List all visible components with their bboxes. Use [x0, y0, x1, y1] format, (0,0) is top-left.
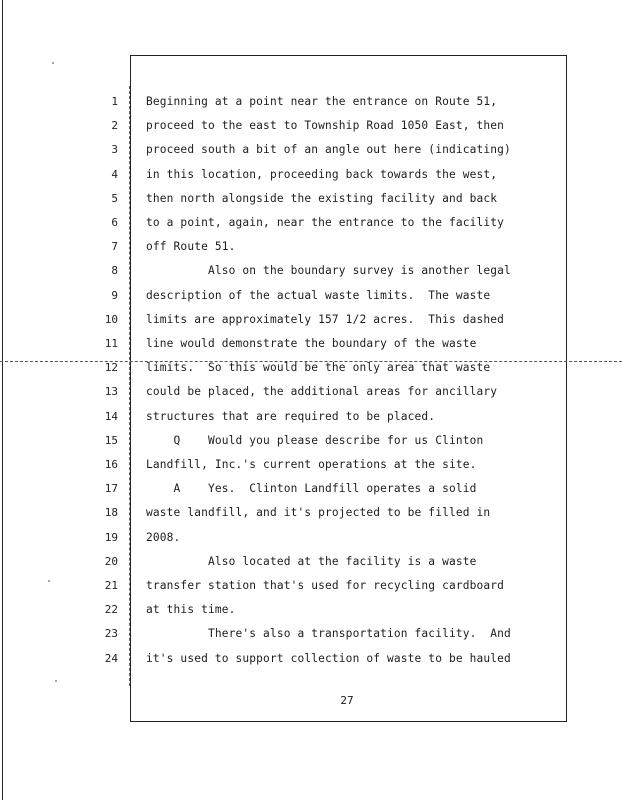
line-number: 16	[104, 458, 118, 471]
line-text: Landfill, Inc.'s current operations at the site.	[146, 458, 477, 471]
scan-speck	[52, 62, 54, 64]
line-number: 15	[104, 433, 118, 447]
line-text: A Yes. Clinton Landfill operates a solid	[146, 482, 477, 496]
line-number: 6	[111, 216, 118, 229]
line-number: 1	[111, 95, 118, 108]
line-text: structures that are required to be placed.	[146, 409, 436, 423]
line-text: There's also a transportation facility. And	[146, 627, 511, 641]
line-text: proceed to the east to Township Road 1050 East, then	[146, 119, 505, 133]
line-text: 2008.	[146, 530, 181, 544]
line-text: Beginning at a point near the entrance on Route 51,	[146, 95, 498, 108]
line-number: 2	[111, 119, 118, 133]
line-text: limits. So this would be the only area that waste	[146, 361, 491, 375]
line-text: then north alongside the existing facility and back	[146, 191, 498, 205]
line-text: off Route 51.	[146, 240, 236, 254]
line-number: 11	[104, 337, 118, 350]
line-number: 23	[104, 627, 118, 641]
left-margin-line	[129, 86, 131, 686]
line-text: line would demonstrate the boundary of the waste	[146, 337, 477, 350]
line-number: 7	[111, 240, 118, 254]
line-text: at this time.	[146, 603, 236, 617]
line-number: 17	[104, 482, 118, 496]
line-text: description of the actual waste limits. The waste	[146, 288, 491, 302]
line-text: Also on the boundary survey is another legal	[146, 264, 511, 278]
line-number: 14	[104, 409, 118, 423]
page-number: 27	[340, 694, 354, 707]
line-number: 24	[104, 651, 118, 665]
line-number: 21	[104, 579, 118, 592]
line-text: to a point, again, near the entrance to the facility	[146, 216, 505, 229]
line-number: 22	[104, 603, 118, 617]
line-number: 19	[104, 530, 118, 544]
line-text: in this location, proceeding back towards the west,	[146, 167, 498, 181]
line-number: 12	[104, 361, 118, 375]
line-number: 13	[104, 385, 118, 399]
line-text: Also located at the facility is a waste	[146, 554, 477, 568]
line-number: 18	[104, 506, 118, 520]
line-number: 3	[111, 143, 118, 157]
line-number: 20	[104, 554, 118, 568]
line-text: transfer station that's used for recycling cardboard	[146, 579, 505, 592]
line-text: proceed south a bit of an angle out here (indicating)	[146, 143, 511, 157]
line-text: it's used to support collection of waste to be hauled	[146, 651, 511, 665]
scan-edge-line	[2, 0, 3, 800]
line-number: 8	[111, 264, 118, 278]
line-number: 5	[111, 191, 118, 205]
line-text: could be placed, the additional areas for ancillary	[146, 385, 498, 399]
line-text: limits are approximately 157 1/2 acres. This dashed	[146, 312, 505, 326]
scan-speck	[55, 680, 57, 682]
scan-speck	[48, 580, 50, 582]
line-number: 10	[104, 312, 118, 326]
line-text: waste landfill, and it's projected to be filled in	[146, 506, 491, 520]
line-number: 9	[111, 288, 118, 302]
line-text: Q Would you please describe for us Clinton	[146, 433, 484, 447]
line-number: 4	[111, 167, 118, 181]
